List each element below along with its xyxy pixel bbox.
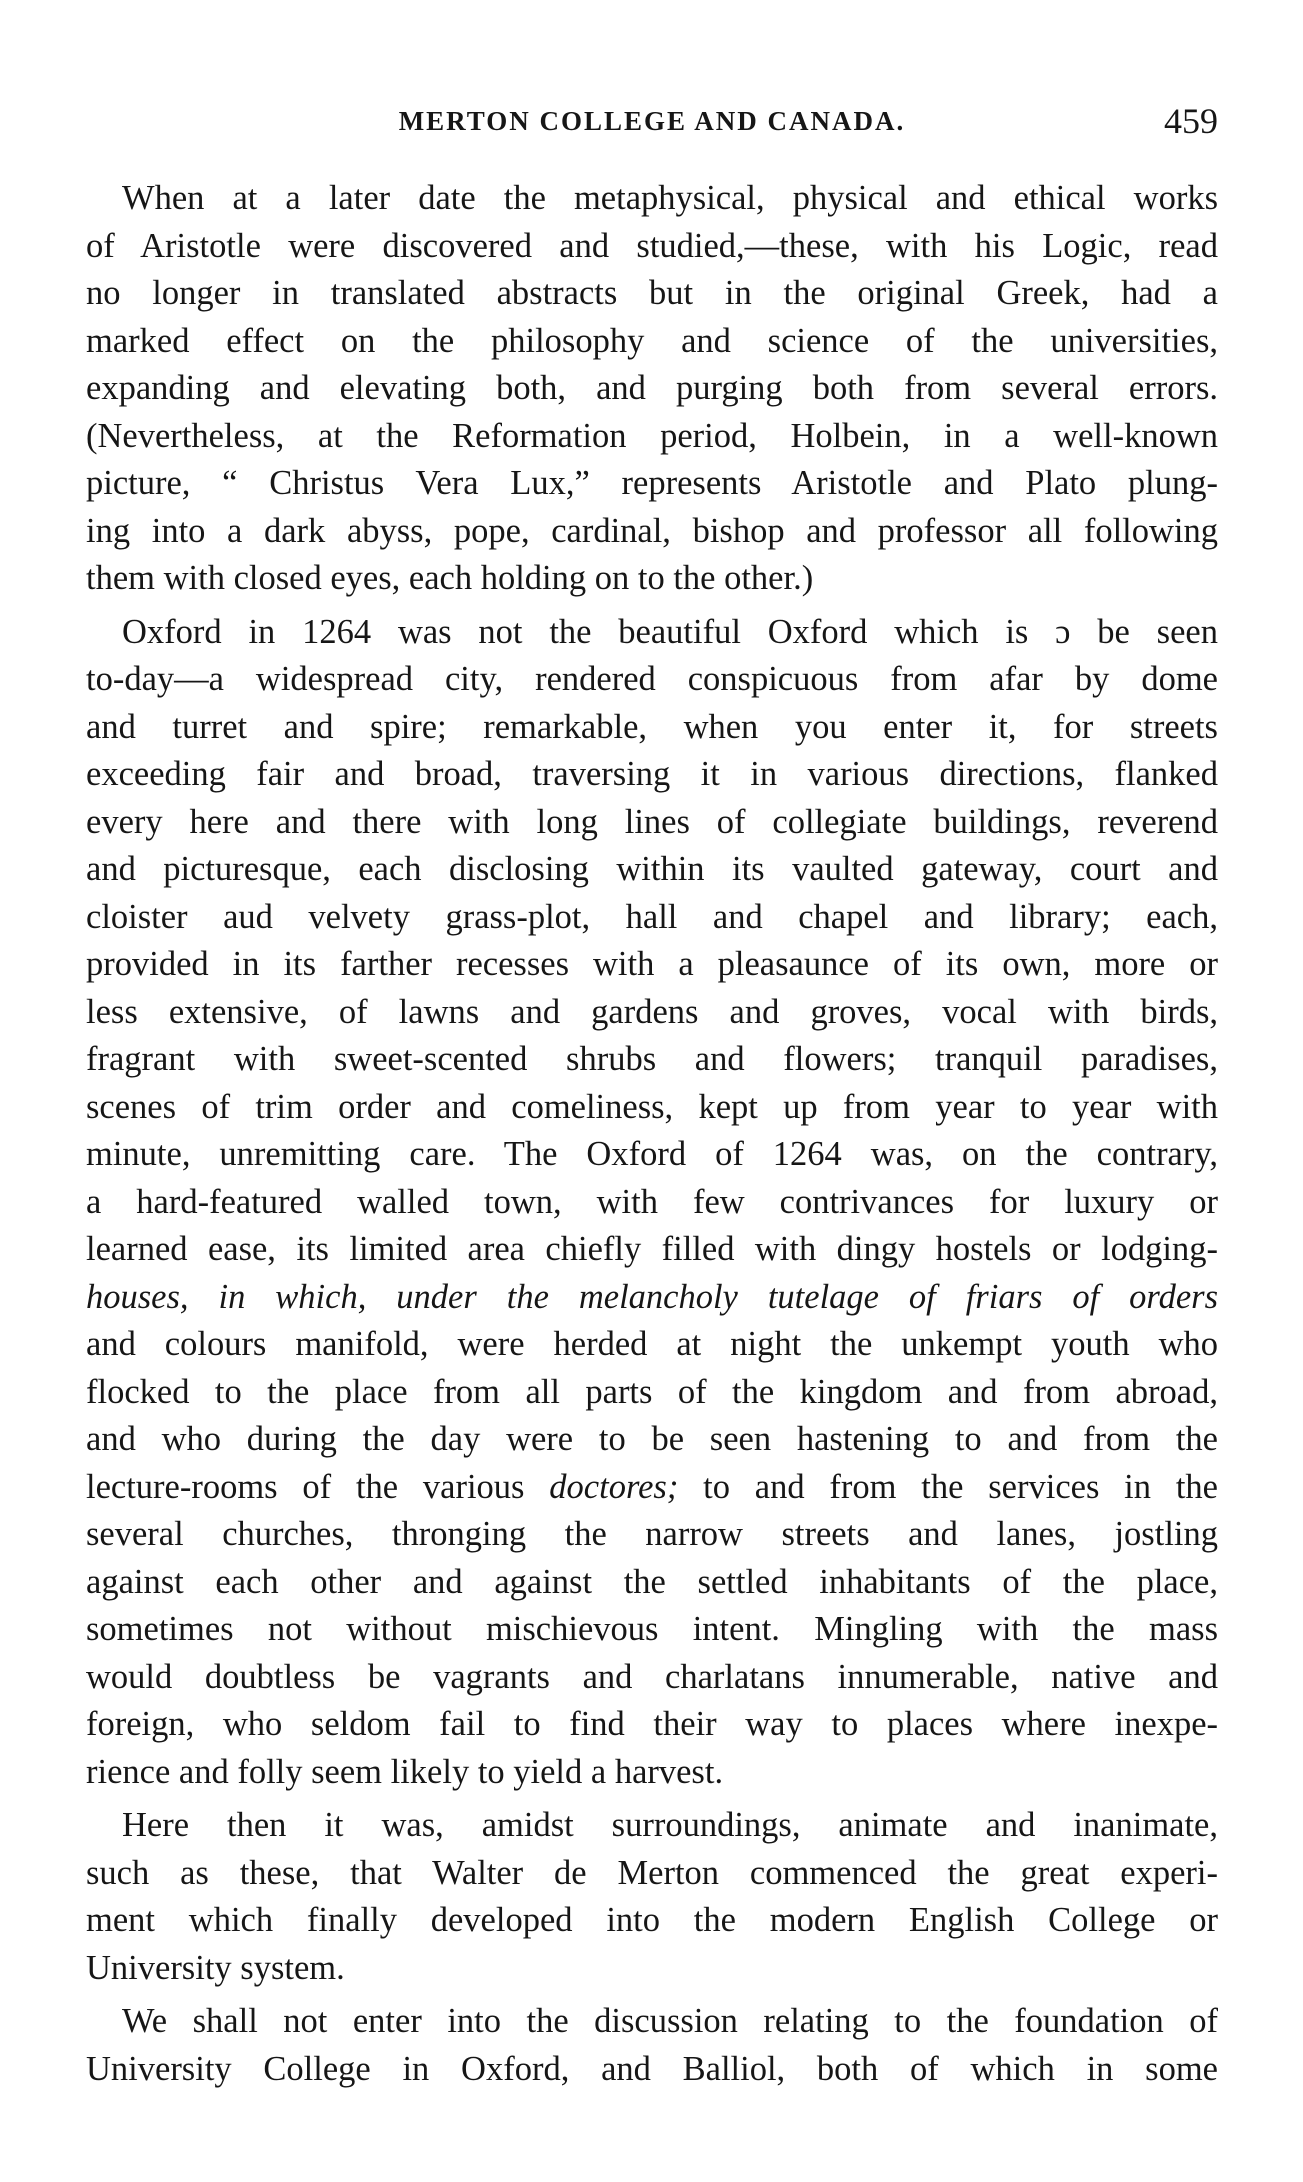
text-line: and turret and spire; remarkable, when you enter it, for streets — [86, 707, 1218, 746]
text-line: scenes of trim order and comeliness, kept up from year to year with — [86, 1087, 1218, 1126]
body-text — [86, 175, 1218, 2099]
text-line: minute, unremitting care. The Oxford of 1264 was, on the contrary, — [86, 1135, 1218, 1173]
text-segment: to and from the services in the — [678, 1467, 1218, 1506]
text-line-mixed — [86, 1464, 1218, 1512]
text-line: every here and there with long lines of collegiate buildings, reverend — [86, 802, 1218, 841]
text-line: ing into a dark abyss, pope, cardinal, bishop and professor all following — [86, 511, 1218, 550]
text-line: no longer in translated abstracts but in the original Greek, had a — [86, 274, 1218, 312]
text-line: learned ease, its limited area chiefly filled with dingy hostels or lodging- — [86, 1230, 1218, 1268]
text-line: fragrant with sweet-scented shrubs and flowers; tranquil paradises, — [86, 1040, 1218, 1078]
text-line: expanding and elevating both, and purging both from several errors. — [86, 369, 1218, 407]
text-line: less extensive, of lawns and gardens and groves, vocal with birds, — [86, 992, 1218, 1031]
text-line: flocked to the place from all parts of the kingdom and from abroad, — [86, 1372, 1218, 1411]
text-line: to-day—a widespread city, rendered conspicuous from afar by dome — [86, 660, 1218, 698]
text-line: (Nevertheless, at the Reformation period, Holbein, in a well-known — [86, 416, 1218, 455]
text-line: When at a later date the metaphysical, physical and ethical works — [122, 179, 1218, 217]
page-number: 459 — [1164, 101, 1218, 141]
text-line: Oxford in 1264 was not the beautiful Oxford which is ɔ be seen — [122, 612, 1218, 651]
text-segment: lecture-rooms of the various — [86, 1467, 550, 1506]
text-line: of Aristotle were discovered and studied,—these, with his Logic, read — [86, 226, 1218, 265]
text-line: them with closed eyes, each holding on to the other.) — [86, 559, 814, 597]
text-line: exceeding fair and broad, traversing it in various directions, flanked — [86, 755, 1218, 793]
text-line: foreign, who seldom fail to find their way to places where inexpe- — [86, 1705, 1218, 1743]
text-line: University system. — [86, 1948, 345, 1987]
paragraph-1 — [86, 175, 1218, 603]
text-line: ment which finally developed into the modern English College or — [86, 1901, 1218, 1939]
text-line: cloister aud velvety grass-plot, hall and chapel and library; each, — [86, 897, 1218, 936]
text-line-italic: houses, in which, under the melancholy tutelage of friars of orders — [86, 1277, 1218, 1316]
text-line: against each other and against the settled inhabitants of the place, — [86, 1562, 1218, 1601]
paragraph-3 — [86, 1802, 1218, 1992]
text-line: a hard-featured walled town, with few contrivances for luxury or — [86, 1182, 1218, 1221]
text-line: We shall not enter into the discussion relating to the foundation of — [122, 2002, 1218, 2040]
text-line: picture, “ Christus Vera Lux,” represents Aristotle and Plato plung- — [86, 464, 1218, 502]
text-line: University College in Oxford, and Balliol, both of which in some — [86, 2049, 1218, 2088]
text-line: such as these, that Walter de Merton commenced the great experi- — [86, 1853, 1218, 1892]
text-line: sometimes not without mischievous intent. Mingling with the mass — [86, 1610, 1218, 1648]
page-header — [86, 100, 1218, 150]
paragraph-4 — [86, 1998, 1218, 2093]
text-line: and picturesque, each disclosing within its vaulted gateway, court and — [86, 850, 1218, 888]
text-line: Here then it was, amidst surroundings, animate and inanimate, — [122, 1806, 1218, 1844]
running-head: MERTON COLLEGE AND CANADA. — [398, 106, 906, 136]
text-line: provided in its farther recesses with a pleasaunce of its own, more or — [86, 945, 1218, 983]
text-line: would doubtless be vagrants and charlatans innumerable, native and — [86, 1657, 1218, 1696]
text-line: and who during the day were to be seen hastening to and from the — [86, 1420, 1218, 1458]
text-line: several churches, thronging the narrow streets and lanes, jostling — [86, 1515, 1218, 1553]
text-line: rience and folly seem likely to yield a harvest. — [86, 1752, 724, 1791]
italic-term: doctores; — [549, 1467, 679, 1506]
paragraph-2 — [86, 609, 1218, 1797]
text-line: and colours manifold, were herded at night the unkempt youth who — [86, 1325, 1218, 1363]
text-line: marked effect on the philosophy and science of the universities, — [86, 321, 1218, 360]
